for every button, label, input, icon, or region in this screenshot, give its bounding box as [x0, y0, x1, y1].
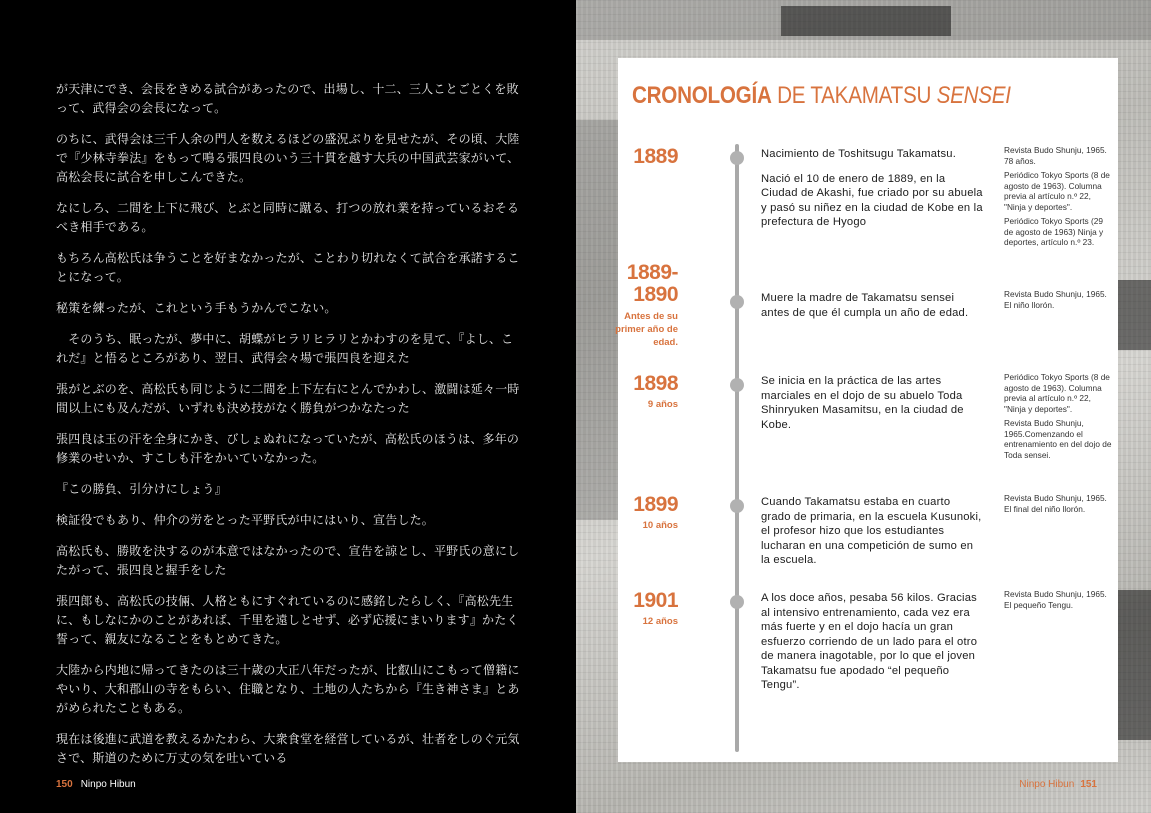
timeline-year: 1889	[633, 145, 678, 168]
jp-paragraph: 秘策を練ったが、これという手もうかんでこない。	[56, 301, 337, 315]
book-title: Ninpo Hibun	[80, 779, 136, 790]
jp-paragraph: が天津にでき、会長をきめる試合があったので、出場し、十二、三人ことごとくを敗って、武得会の会長になって。	[56, 82, 519, 115]
timeline-sources	[1004, 289, 1114, 310]
timeline-dot	[730, 499, 744, 513]
timeline-year: 1898	[633, 372, 678, 395]
japanese-body-text	[56, 80, 520, 780]
page-title	[632, 82, 1011, 110]
timeline-description	[761, 291, 983, 320]
page-number: 151	[1080, 779, 1097, 790]
timeline-age: 12 años	[642, 616, 678, 627]
description-paragraph: A los doce años, pesaba 56 kilos. Gracias al intensivo entrenamiento, cada vez era más fuerte y en el dojo hacía un gran esfuerzo corriendo de un lado para el otro de manera inagotable, por lo que el joven Takamatsu fue apodado “el pequeño Tengu”.	[761, 592, 978, 691]
source-reference: Periódico Tokyo Sports (29 de agosto de 1963) Ninja y deportes, artículo n.º 23.	[1004, 216, 1104, 247]
description-paragraph: Cuando Takamatsu estaba en cuarto grado de primaria, en la escuela Kusunoki, el profesor hizo que los estudiantes lucharan en una competición de sumo en la escuela.	[761, 496, 982, 566]
page-number: 150	[56, 779, 73, 790]
jp-paragraph: 『この勝負、引分けにしょう』	[56, 482, 227, 496]
timeline-year: 1889- 1890	[626, 261, 678, 306]
timeline-age: 9 años	[647, 399, 678, 410]
timeline-panel	[615, 58, 1118, 762]
jp-paragraph: 大陸から内地に帰ってきたのは三十歳の大正八年だったが、比叡山にこもって僧籍にやいり、大和郡山の寺をもらい、住職となり、土地の人たちから『生き神さま』とあがめられたこともある。	[56, 663, 520, 715]
jp-paragraph: 検証役でもあり、仲介の労をとった平野氏が中にはいり、宣告した。	[56, 513, 434, 527]
timeline-description	[761, 374, 983, 432]
timeline-line	[735, 144, 739, 752]
timeline-dot	[730, 151, 744, 165]
timeline-year: 1899	[633, 493, 678, 516]
timeline-description	[761, 591, 983, 693]
timeline-sources	[1004, 145, 1114, 248]
book-title: Ninpo Hibun	[1019, 779, 1075, 790]
source-reference: Periódico Tokyo Sports (8 de agosto de 1963). Columna previa al artículo n.º 22, "Ninja y deportes".	[1004, 372, 1110, 414]
source-reference: Revista Budo Shunju, 1965. 78 años.	[1004, 145, 1107, 166]
jp-paragraph: そのうち、眠ったが、夢中に、胡蝶がヒラリヒラリとかわすのを見て、『よし、これだ』と悟るところがあり、翌日、武得会々場で張四良を迎えた	[56, 332, 514, 365]
description-paragraph: Nació el 10 de enero de 1889, en la Ciudad de Akashi, fue criado por su abuela y pasó su niñez en la ciudad de Kobe en la prefectura de Hyogo	[761, 172, 983, 228]
title-regular: DE TAKAMATSU	[777, 82, 932, 109]
source-reference: Revista Budo Shunju, 1965.Comenzando el entrenamiento en del dojo de Toda sensei.	[1004, 418, 1112, 460]
newspaper-headline	[1116, 590, 1151, 740]
jp-paragraph: 張四良は玉の汗を全身にかき、びしょぬれになっていたが、高松氏のほうは、多年の修業のせいか、すこしも汗をかいていなかった。	[56, 432, 520, 465]
timeline-year: 1901	[633, 589, 678, 612]
timeline-sources	[1004, 493, 1114, 514]
description-paragraph: Se inicia en la práctica de las artes marciales en el dojo de su abuelo Toda Shinryuken Masamitsu, en la ciudad de Kobe.	[761, 375, 964, 431]
timeline-dot	[730, 595, 744, 609]
jp-paragraph: なにしろ、二間を上下に飛び、とぶと同時に蹴る、打つの放れ業を持っているおそるべき相手である。	[56, 201, 520, 234]
timeline-description	[761, 147, 983, 230]
jp-paragraph: 張がとぶのを、高松氏も同じように二間を上下左右にとんでかわし、激闘は延々一時間以上にも及んだが、いずれも決め技がなく勝負がつかなたった	[56, 382, 520, 415]
jp-paragraph: 現在は後進に武道を教えるかたわら、大衆食堂を経営しているが、壮者をしのぐ元気さで、斯道のために万丈の気を吐いている	[56, 732, 520, 765]
newspaper-headline	[781, 6, 951, 36]
jp-paragraph: もちろん高松氏は争うことを好まなかったが、ことわり切れなくて試合を承諾することになって。	[56, 251, 520, 284]
description-paragraph: Nacimiento de Toshitsugu Takamatsu.	[761, 148, 957, 160]
timeline-sources	[1004, 589, 1114, 610]
timeline-age: Antes de su primer año de edad.	[615, 311, 678, 348]
timeline-description	[761, 495, 983, 568]
timeline-dot	[730, 378, 744, 392]
jp-paragraph: 高松氏も、勝敗を決するのが本意ではなかったので、宣告を諒とし、平野氏の意にしたがって、張四良と握手をした	[56, 544, 520, 577]
right-page	[576, 0, 1151, 813]
title-italic: SENSEI	[936, 82, 1011, 109]
timeline-sources	[1004, 372, 1114, 460]
title-bold: CRONOLOGÍA	[632, 82, 772, 109]
timeline-dot	[730, 295, 744, 309]
source-reference: Revista Budo Shunju, 1965. El pequeño Tengu.	[1004, 589, 1107, 610]
description-paragraph: Muere la madre de Takamatsu sensei antes de que él cumpla un año de edad.	[761, 292, 969, 319]
source-reference: Revista Budo Shunju, 1965. El final del niño llorón.	[1004, 493, 1107, 514]
source-reference: Periódico Tokyo Sports (8 de agosto de 1963). Columna previa al artículo n.º 22, "Ninja y deportes".	[1004, 170, 1110, 212]
page-folio-left	[56, 779, 136, 790]
jp-paragraph: 張四郎も、高松氏の技倆、人格ともにすぐれているのに感銘したらしく、『高松先生に、もしなにかのことがあれば、千里を遠しとせず、必ず応援にまいります』かたく誓って、親友になることをもとめてきた。	[56, 594, 519, 646]
jp-paragraph: のちに、武得会は三千人余の門人を数えるほどの盛況ぶりを見せたが、その頃、大陸で『少林寺拳法』をもって鳴る張四良のいう三十貫を越す大兵の中国武芸家がいて、高松会長に試合を申しこんできた。	[56, 132, 520, 184]
timeline-age: 10 años	[642, 520, 678, 531]
source-reference: Revista Budo Shunju, 1965. El niño llorón.	[1004, 289, 1107, 310]
page-folio-right	[1019, 779, 1097, 790]
